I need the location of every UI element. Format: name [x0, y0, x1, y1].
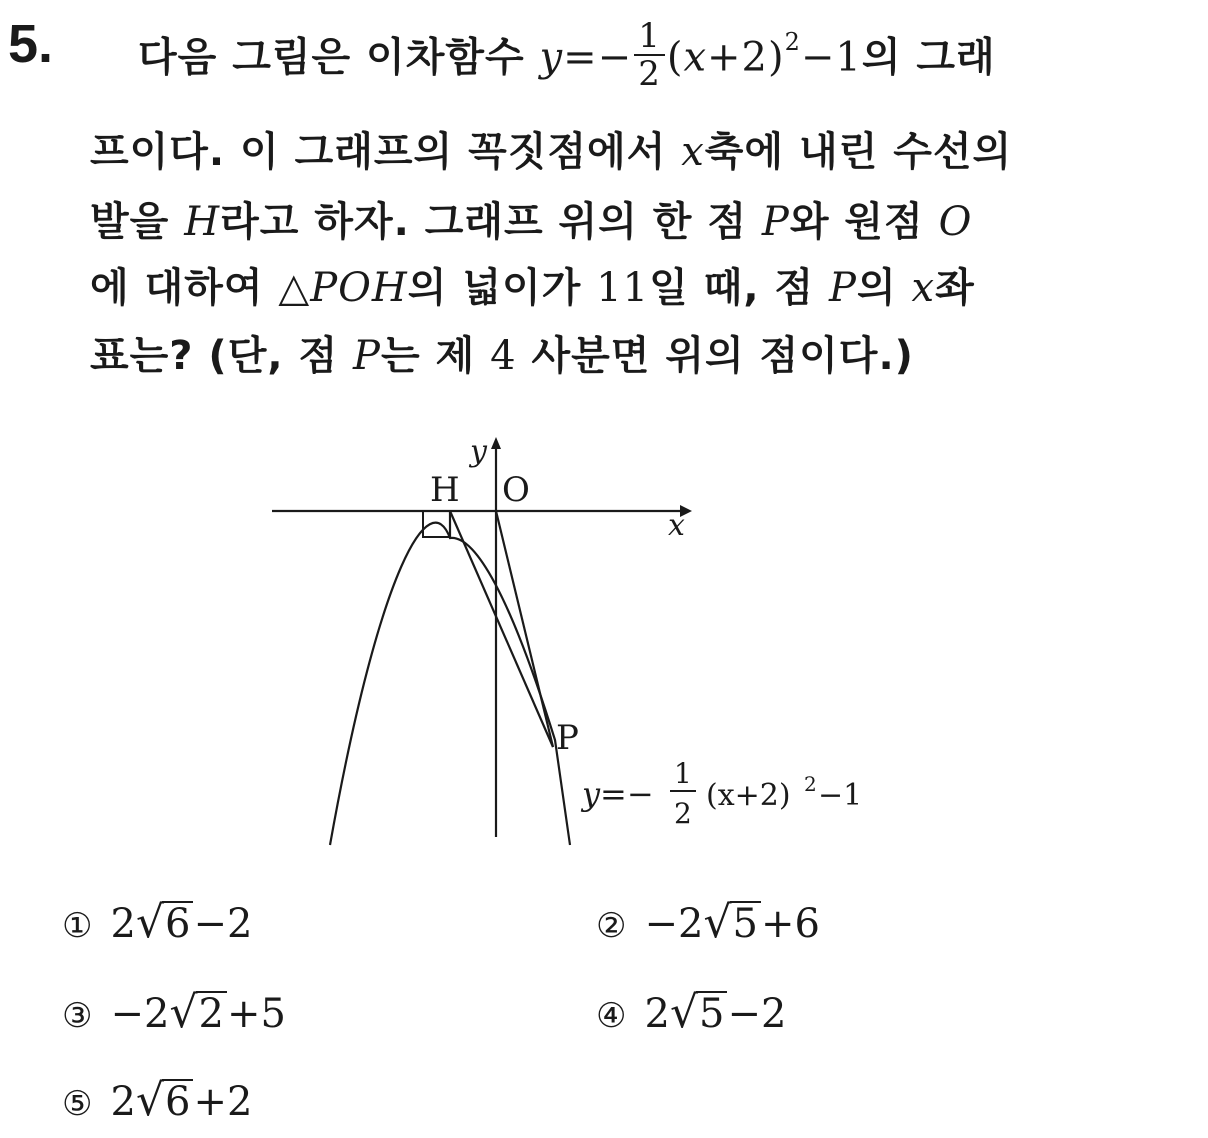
choice-1[interactable] — [62, 898, 252, 951]
point-H-label: H — [430, 470, 460, 510]
choice-number: ① — [62, 906, 93, 946]
equation-fraction-den: 2 — [674, 797, 692, 830]
equation-fraction-num: 1 — [674, 757, 692, 790]
equation-equals: =− — [600, 775, 654, 813]
choice-number: ④ — [596, 996, 627, 1036]
choice-2[interactable] — [596, 898, 820, 951]
math-paren-open: ( — [666, 34, 684, 81]
math-var-P: P — [829, 265, 857, 311]
choice-number: ⑤ — [62, 1084, 93, 1124]
question-text: 축에 내린 수선의 — [704, 129, 1013, 175]
question-text: 사분면 위의 점이다.) — [516, 333, 914, 379]
question-text: 발을 — [90, 199, 185, 245]
point-P-label: P — [556, 718, 579, 758]
sqrt-icon: √ — [135, 897, 164, 948]
question-text: 일 때, 점 — [649, 265, 830, 311]
question-text: 와 원점 — [789, 199, 939, 245]
math-var-P: P — [353, 333, 381, 379]
y-axis-arrow — [491, 437, 501, 449]
choice-radicand: 6 — [162, 901, 193, 945]
fraction-denominator: 2 — [638, 54, 661, 95]
question-line-1 — [138, 16, 996, 96]
question-text: 라고 하자. 그래프 위의 한 점 — [220, 199, 762, 245]
choice-number: ② — [596, 906, 627, 946]
choice-coef: 2 — [110, 901, 136, 947]
choice-tail: −2 — [193, 901, 253, 947]
question-line-3 — [90, 194, 972, 250]
choice-tail: −2 — [727, 991, 787, 1037]
math-var-H: H — [184, 199, 221, 245]
math-number-11: 11 — [596, 265, 650, 311]
question-line-2 — [90, 124, 1012, 180]
question-line-4 — [90, 260, 975, 316]
choice-tail: +6 — [760, 901, 820, 947]
choice-5[interactable] — [62, 1076, 252, 1129]
math-var-y: y — [539, 34, 564, 81]
equation-tail: −1 — [818, 778, 863, 813]
math-expr: +2) — [707, 34, 785, 81]
equation-exponent: 2 — [804, 772, 817, 796]
choice-radicand: 5 — [696, 991, 727, 1035]
math-var-x: x — [681, 129, 705, 175]
x-axis-label: x — [668, 508, 685, 543]
choice-tail: +2 — [193, 1079, 253, 1125]
question-text: 표는? (단, 점 — [90, 333, 354, 379]
y-axis-label: y — [470, 434, 487, 469]
choice-coef: 2 — [110, 1079, 136, 1125]
choice-radicand: 6 — [162, 1079, 193, 1123]
fraction — [634, 16, 665, 95]
math-var-x: x — [911, 265, 936, 311]
choice-coef: −2 — [644, 901, 704, 947]
question-number: 5. — [8, 14, 54, 74]
fraction-numerator: 1 — [634, 18, 665, 56]
question-text: 의 넓이가 — [407, 265, 597, 311]
sqrt-icon: √ — [703, 897, 732, 948]
segment-HP — [450, 511, 553, 747]
math-equals: =− — [563, 34, 633, 81]
choice-number: ③ — [62, 996, 93, 1036]
question-text: 에 대하여 — [90, 265, 279, 311]
question-text: 좌 — [935, 265, 975, 311]
sqrt-icon: √ — [135, 1075, 164, 1126]
question-line-5 — [90, 328, 914, 384]
choice-3[interactable] — [62, 988, 286, 1041]
choice-radicand: 5 — [730, 901, 761, 945]
question-text: 는 제 — [380, 333, 491, 379]
choice-4[interactable] — [596, 988, 786, 1041]
segment-OP — [496, 511, 553, 747]
choice-coef: −2 — [110, 991, 170, 1037]
question-text: 의 — [856, 265, 912, 311]
choice-radicand: 2 — [196, 991, 227, 1035]
parabola-figure — [260, 425, 900, 855]
math-var-O: O — [938, 199, 973, 245]
question-text: 다음 그림은 이차함수 — [138, 34, 540, 81]
equation-expression: (x+2) — [706, 778, 791, 813]
sqrt-icon: √ — [169, 987, 198, 1038]
choice-tail: +5 — [226, 991, 286, 1037]
parabola-curve — [330, 523, 570, 845]
math-minus-one: −1 — [800, 34, 862, 81]
point-O-label: O — [502, 470, 530, 510]
question-text: 프이다. 이 그래프의 꼭짓점에서 — [90, 129, 682, 175]
math-triangle-POH: POH — [310, 265, 408, 311]
equation-y: y — [582, 775, 601, 813]
math-exponent: 2 — [784, 28, 801, 56]
sqrt-icon: √ — [669, 987, 698, 1038]
math-var-P: P — [761, 199, 790, 245]
choice-coef: 2 — [644, 991, 670, 1037]
triangle-symbol: △ — [278, 265, 311, 311]
right-angle-mark — [423, 511, 450, 537]
question-text: 의 그래 — [861, 34, 996, 81]
math-var-x: x — [683, 34, 707, 81]
math-number-4: 4 — [490, 333, 517, 379]
